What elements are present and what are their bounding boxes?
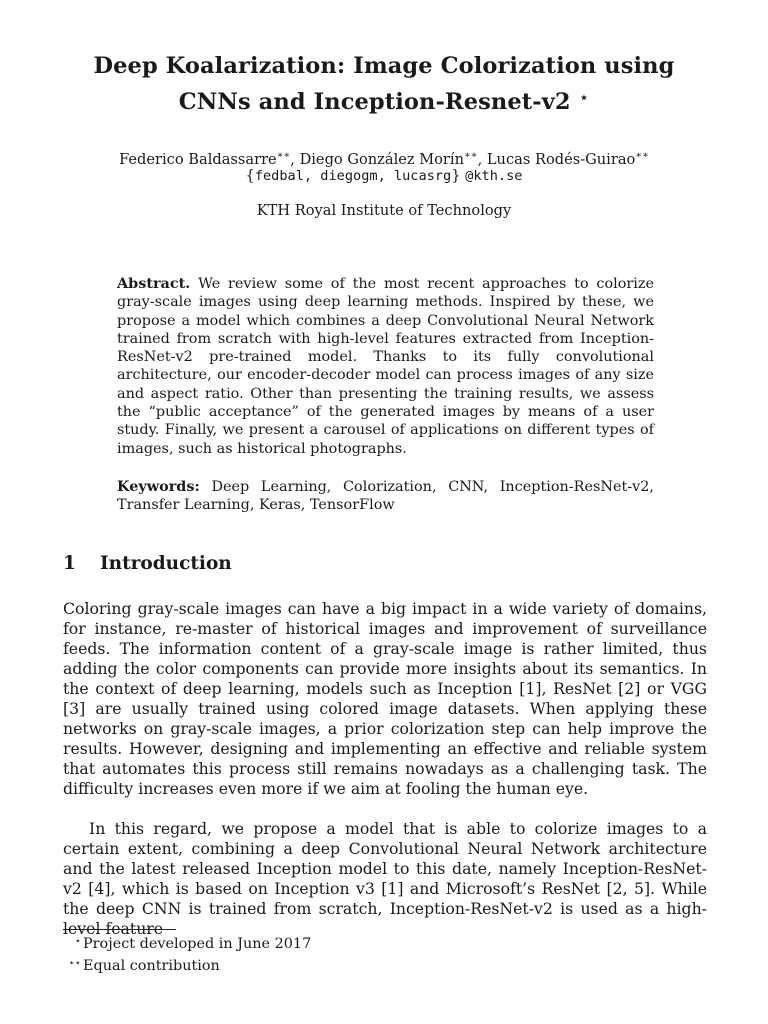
email-brace-close: } [451, 167, 461, 184]
footnote-mark: ⋆⋆ [68, 958, 81, 969]
footnote-divider [63, 929, 176, 930]
author-separator: , [290, 151, 300, 168]
author-separator: , [477, 151, 487, 168]
footnote [63, 954, 311, 976]
abstract [117, 275, 654, 458]
email-usernames: fedbal, diegogm, lucasrg [254, 168, 452, 184]
footnote [63, 932, 311, 954]
author-name: Diego González Morín [299, 151, 464, 168]
author-mark: ∗∗ [463, 150, 478, 161]
footnote-text: Project developed in June 2017 [83, 936, 312, 952]
intro-paragraph-2: In this regard, we propose a model that is able to colorize images to a certain extent, combining a deep Convolutional Neural Network architecture and the latest released Inception model to this date, namely Inception-ResNet-v2 [4], which is based on Inception v3 [1] and Microsoft’s ResNet [2, 5]. While the deep CNN is trained from scratch, Inception-ResNet-v2 is used as a high-level feature [63, 819, 707, 938]
footnote-mark: ⋆ [74, 936, 81, 947]
author-name: Lucas Rodés-Guirao [486, 151, 636, 168]
title-footnote-mark: ⋆ [578, 88, 590, 108]
keywords-label: Keywords: [117, 478, 200, 495]
abstract-text: We review some of the most recent approaches to colorize gray-scale images using deep learning methods. Inspired by these, we propose a model which combines a deep Convolutional Neural Network trained from scratch with high-level features extracted from Inception-ResNet-v2 pre-trained model. Thanks to its fully convolutional architecture, our encoder-decoder model can process images of any size and aspect ratio. Other than presenting the training results, we assess the “public acceptance” of the generated images by means of a user study. Finally, we present a carousel of applications on different types of images, such as historical photographs. [117, 276, 654, 457]
section-number: 1 [63, 553, 76, 574]
author-mark: ∗∗ [276, 150, 291, 161]
abstract-label: Abstract. [117, 275, 191, 292]
title-line-2: CNNs and Inception-Resnet-v2 [178, 89, 571, 115]
section-title: Introduction [100, 553, 232, 574]
intro-paragraph-1: Coloring gray-scale images can have a big impact in a wide variety of domains, for instance, re-master of historical images and improvement of surveillance feeds. The information content of a gray-scale image is rather limited, thus adding the color components can provide more insights about its semantics. In the context of deep learning, models such as Inception [1], ResNet [2] or VGG [3] are usually trained using colored image datasets. When applying these networks on gray-scale images, a prior colorization step can help improve the results. However, designing and implementing an effective and reliable system that automates this process still remains nowadays as a challenging task. The difficulty increases even more if we aim at fooling the human eye. [63, 599, 707, 798]
author-mark: ∗∗ [635, 150, 649, 161]
footnotes [63, 932, 311, 976]
author-name: Federico Baldassarre [119, 151, 277, 168]
paper-title [60, 50, 708, 118]
section-heading [63, 551, 232, 577]
author-emails [40, 166, 728, 186]
keywords-text: Deep Learning, Colorization, CNN, Inception-ResNet-v2, Transfer Learning, Keras, TensorFlow [117, 479, 654, 514]
email-domain: @kth.se [465, 168, 523, 184]
institution: KTH Royal Institute of Technology [256, 202, 512, 219]
title-line-1: Deep Koalarization: Image Colorization using [93, 53, 675, 79]
email-brace-open: { [245, 167, 255, 184]
footnote-text: Equal contribution [83, 958, 220, 974]
keywords [117, 478, 654, 515]
